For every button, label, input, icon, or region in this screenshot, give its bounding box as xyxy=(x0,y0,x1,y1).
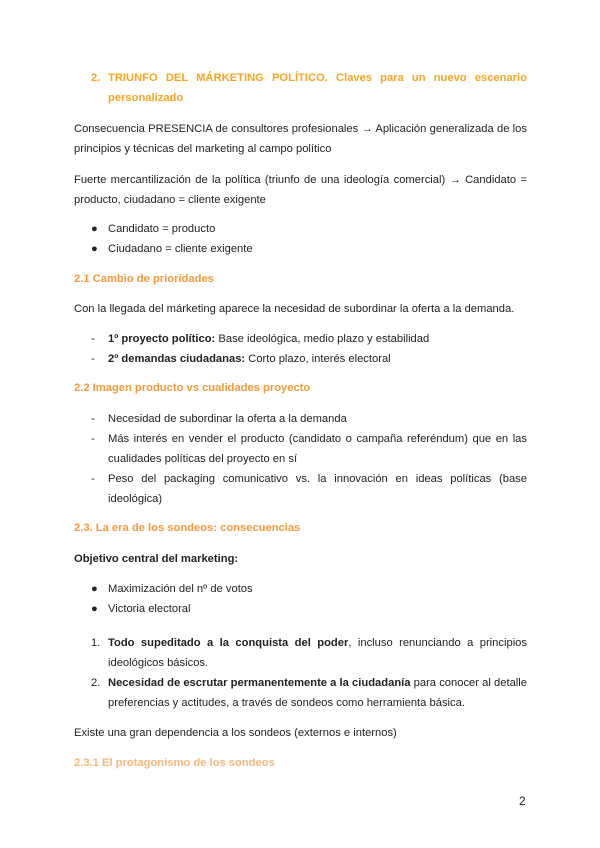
page-number: 2 xyxy=(519,794,526,808)
bullet-text: Maximización del nº de votos xyxy=(108,583,253,595)
bullet-item xyxy=(91,599,527,619)
dash-item-text: Necesidad de subordinar la oferta a la demanda xyxy=(108,413,347,425)
paragraph-consultores: Consecuencia PRESENCIA de consultores profesionales → Aplicación generalizada de los principios y técnicas del marketing al campo político xyxy=(74,123,527,155)
bullet-item xyxy=(91,579,527,599)
dash-item xyxy=(91,329,527,349)
bullet-item xyxy=(91,239,527,259)
section-title: TRIUNFO DEL MÁRKETING POLÍTICO. Claves para un nuevo escenario personalizado xyxy=(108,72,527,104)
subsection-heading-2-1: 2.1 Cambio de prioridades xyxy=(74,273,214,285)
dash-item-text: Corto plazo, interés electoral xyxy=(245,353,391,365)
numbered-item-bold: Necesidad de escrutar permanentemente a la ciudadanía xyxy=(108,677,411,689)
numbered-item-bold: Todo supeditado a la conquista del poder xyxy=(108,637,349,649)
subsection-heading-2-3-1: 2.3.1 El protagonismo de los sondeos xyxy=(74,757,275,769)
dash-item-bold: 1º proyecto político: xyxy=(108,333,216,345)
paragraph-dependencia: Existe una gran dependencia a los sondeos (externos e internos) xyxy=(74,727,397,739)
numbered-marker: 2. xyxy=(91,677,101,689)
numbered-item-text: , incluso renunciando a principios ideológicos básicos. xyxy=(108,637,527,669)
numbered-marker: 1. xyxy=(91,637,101,649)
dash-item-text: Más interés en vender el producto (candidato o campaña referéndum) que en las cualidades políticas del proyecto en sí xyxy=(108,433,527,465)
bullet-text: Victoria electoral xyxy=(108,603,191,615)
bullet-marker: ● xyxy=(91,243,98,255)
dash-marker: - xyxy=(91,333,95,345)
bullet-text: Candidato = producto xyxy=(108,223,216,235)
bullet-text: Ciudadano = cliente exigente xyxy=(108,243,253,255)
subsection-heading-2-2: 2.2 Imagen producto vs cualidades proyecto xyxy=(74,382,311,394)
section-heading xyxy=(91,68,527,108)
dash-item-text: Base ideológica, medio plazo y estabilidad xyxy=(215,333,430,345)
numbered-item-text: para conocer al detalle preferencias y actitudes, a través de sondeos como herramienta básica. xyxy=(108,677,527,709)
numbered-item xyxy=(91,673,527,713)
numbered-item xyxy=(91,633,527,673)
bullet-marker: ● xyxy=(91,223,98,235)
subsection-heading-2-3: 2.3. La era de los sondeos: consecuencias xyxy=(74,522,301,534)
dash-marker: - xyxy=(91,433,95,445)
dash-item xyxy=(91,409,527,429)
paragraph-mercantilizacion: Fuerte mercantilización de la política (triunfo de una ideología comercial) → Candidato = producto, ciudadano = cliente exigente xyxy=(74,174,527,206)
bullet-marker: ● xyxy=(91,583,98,595)
dash-marker: - xyxy=(91,353,95,365)
dash-marker: - xyxy=(91,473,95,485)
dash-item xyxy=(91,349,527,369)
dash-item-text: Peso del packaging comunicativo vs. la innovación en ideas políticas (base ideológica) xyxy=(108,473,527,505)
dash-marker: - xyxy=(91,413,95,425)
bullet-item xyxy=(91,219,527,239)
dash-item xyxy=(91,469,527,509)
dash-item xyxy=(91,429,527,469)
bullet-marker: ● xyxy=(91,603,98,615)
objective-label: Objetivo central del marketing: xyxy=(74,553,239,565)
dash-item-bold: 2º demandas ciudadanas: xyxy=(108,353,246,365)
section-number: 2. xyxy=(91,72,101,84)
paragraph-subordinar: Con la llegada del márketing aparece la necesidad de subordinar la oferta a la demanda. xyxy=(74,303,515,315)
